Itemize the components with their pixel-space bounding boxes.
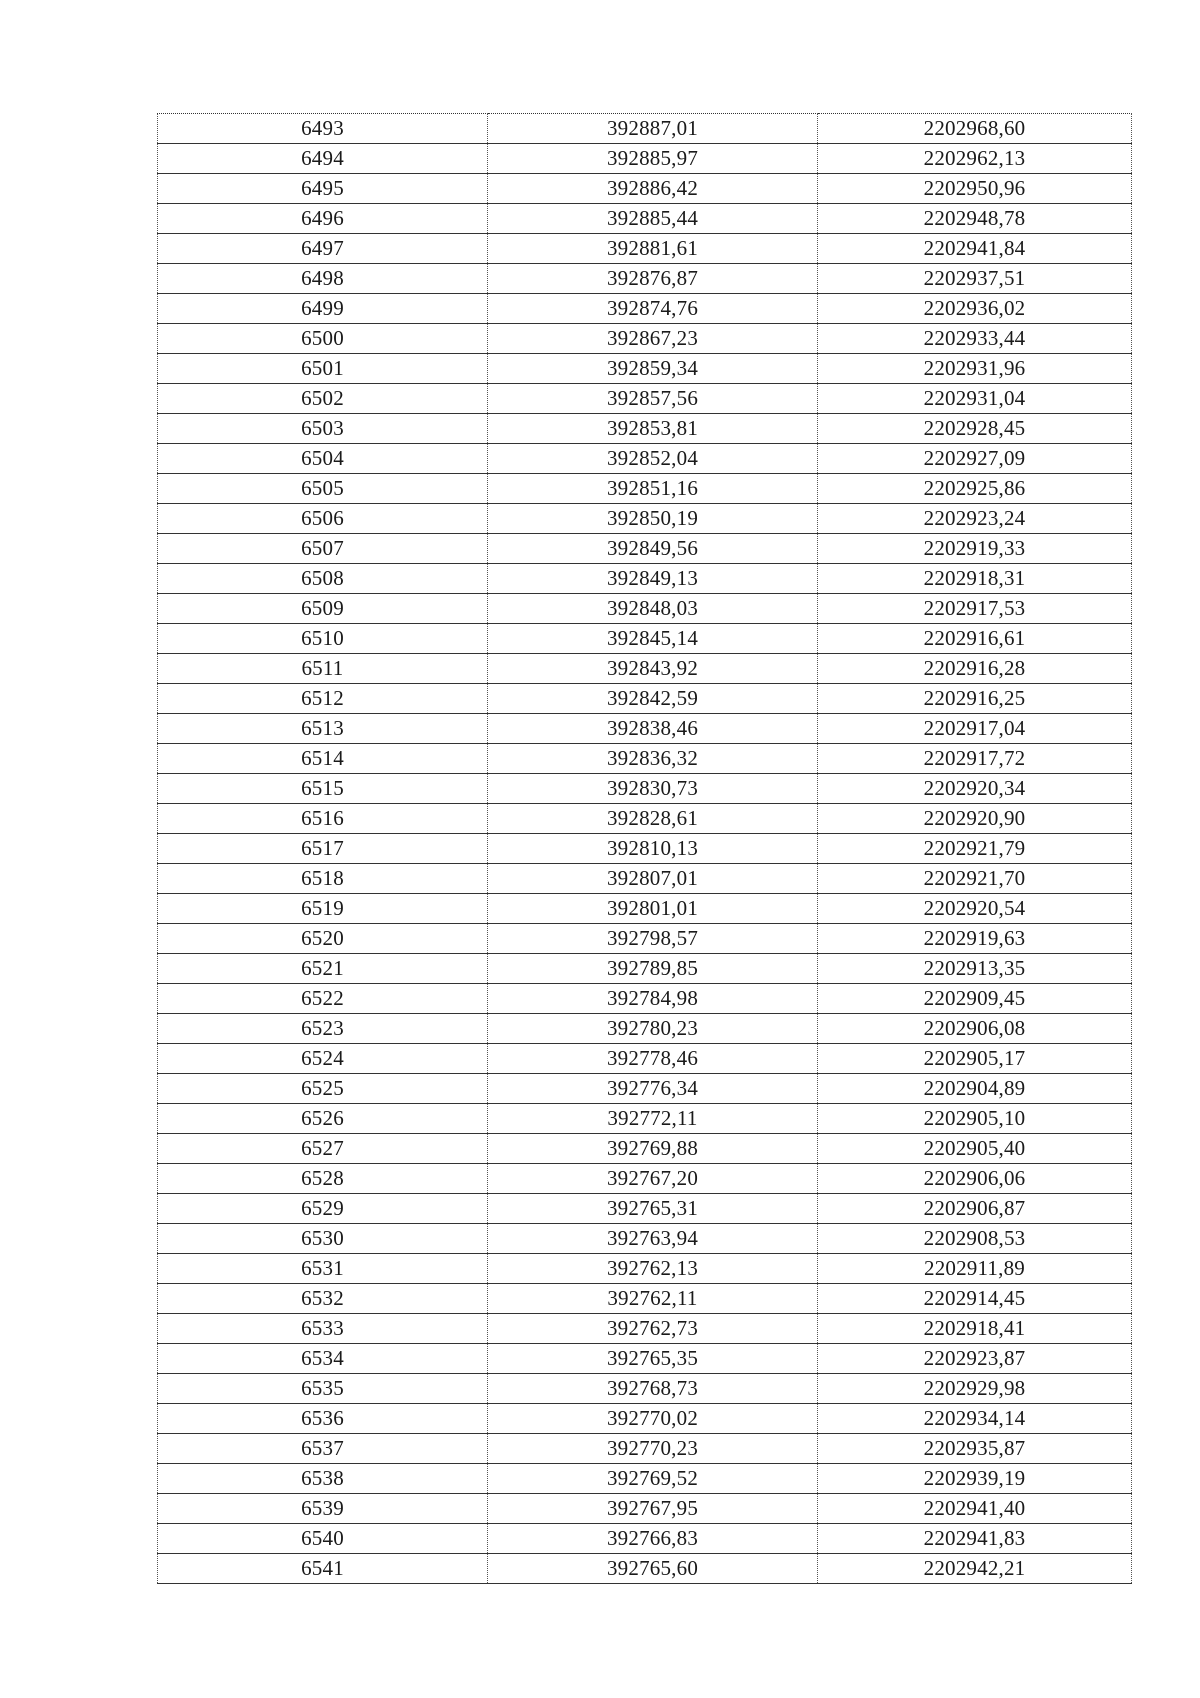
y-coordinate-cell: 2202917,53 [818, 594, 1132, 624]
x-coordinate-cell: 392828,61 [488, 804, 818, 834]
y-coordinate-cell: 2202919,63 [818, 924, 1132, 954]
table-row [158, 624, 1132, 654]
x-coordinate-cell: 392857,56 [488, 384, 818, 414]
table-row [158, 1434, 1132, 1464]
x-coordinate-cell: 392849,13 [488, 564, 818, 594]
point-number-cell: 6531 [158, 1254, 488, 1284]
table-row [158, 414, 1132, 444]
x-coordinate-cell: 392780,23 [488, 1014, 818, 1044]
table-row [158, 1554, 1132, 1584]
point-number-cell: 6496 [158, 204, 488, 234]
table-row [158, 1344, 1132, 1374]
table-row [158, 744, 1132, 774]
y-coordinate-cell: 2202919,33 [818, 534, 1132, 564]
x-coordinate-cell: 392798,57 [488, 924, 818, 954]
table-row [158, 954, 1132, 984]
x-coordinate-cell: 392885,44 [488, 204, 818, 234]
x-coordinate-cell: 392762,11 [488, 1284, 818, 1314]
x-coordinate-cell: 392763,94 [488, 1224, 818, 1254]
table-row [158, 1254, 1132, 1284]
point-number-cell: 6541 [158, 1554, 488, 1584]
table-row [158, 654, 1132, 684]
point-number-cell: 6520 [158, 924, 488, 954]
table-row [158, 834, 1132, 864]
x-coordinate-cell: 392887,01 [488, 114, 818, 144]
x-coordinate-cell: 392851,16 [488, 474, 818, 504]
y-coordinate-cell: 2202925,86 [818, 474, 1132, 504]
point-number-cell: 6540 [158, 1524, 488, 1554]
x-coordinate-cell: 392784,98 [488, 984, 818, 1014]
point-number-cell: 6498 [158, 264, 488, 294]
point-number-cell: 6536 [158, 1404, 488, 1434]
x-coordinate-cell: 392778,46 [488, 1044, 818, 1074]
y-coordinate-cell: 2202937,51 [818, 264, 1132, 294]
y-coordinate-cell: 2202908,53 [818, 1224, 1132, 1254]
point-number-cell: 6521 [158, 954, 488, 984]
x-coordinate-cell: 392766,83 [488, 1524, 818, 1554]
y-coordinate-cell: 2202920,34 [818, 774, 1132, 804]
x-coordinate-cell: 392769,52 [488, 1464, 818, 1494]
x-coordinate-cell: 392769,88 [488, 1134, 818, 1164]
x-coordinate-cell: 392770,02 [488, 1404, 818, 1434]
x-coordinate-cell: 392867,23 [488, 324, 818, 354]
x-coordinate-cell: 392765,31 [488, 1194, 818, 1224]
point-number-cell: 6493 [158, 114, 488, 144]
y-coordinate-cell: 2202929,98 [818, 1374, 1132, 1404]
y-coordinate-cell: 2202927,09 [818, 444, 1132, 474]
x-coordinate-cell: 392885,97 [488, 144, 818, 174]
point-number-cell: 6513 [158, 714, 488, 744]
point-number-cell: 6494 [158, 144, 488, 174]
table-row [158, 984, 1132, 1014]
x-coordinate-cell: 392881,61 [488, 234, 818, 264]
y-coordinate-cell: 2202906,87 [818, 1194, 1132, 1224]
table-row [158, 234, 1132, 264]
x-coordinate-cell: 392767,20 [488, 1164, 818, 1194]
y-coordinate-cell: 2202950,96 [818, 174, 1132, 204]
x-coordinate-cell: 392874,76 [488, 294, 818, 324]
point-number-cell: 6512 [158, 684, 488, 714]
x-coordinate-cell: 392772,11 [488, 1104, 818, 1134]
y-coordinate-cell: 2202914,45 [818, 1284, 1132, 1314]
table-row [158, 1284, 1132, 1314]
table-row [158, 894, 1132, 924]
y-coordinate-cell: 2202921,70 [818, 864, 1132, 894]
table-row [158, 594, 1132, 624]
point-number-cell: 6502 [158, 384, 488, 414]
point-number-cell: 6504 [158, 444, 488, 474]
table-row [158, 504, 1132, 534]
y-coordinate-cell: 2202906,06 [818, 1164, 1132, 1194]
y-coordinate-cell: 2202909,45 [818, 984, 1132, 1014]
y-coordinate-cell: 2202916,28 [818, 654, 1132, 684]
y-coordinate-cell: 2202917,04 [818, 714, 1132, 744]
point-number-cell: 6511 [158, 654, 488, 684]
y-coordinate-cell: 2202904,89 [818, 1074, 1132, 1104]
table-row [158, 264, 1132, 294]
y-coordinate-cell: 2202948,78 [818, 204, 1132, 234]
point-number-cell: 6532 [158, 1284, 488, 1314]
x-coordinate-cell: 392789,85 [488, 954, 818, 984]
table-row [158, 1524, 1132, 1554]
table-row [158, 144, 1132, 174]
y-coordinate-cell: 2202928,45 [818, 414, 1132, 444]
y-coordinate-cell: 2202917,72 [818, 744, 1132, 774]
y-coordinate-cell: 2202935,87 [818, 1434, 1132, 1464]
x-coordinate-cell: 392765,60 [488, 1554, 818, 1584]
point-number-cell: 6516 [158, 804, 488, 834]
point-number-cell: 6517 [158, 834, 488, 864]
x-coordinate-cell: 392776,34 [488, 1074, 818, 1104]
y-coordinate-cell: 2202905,17 [818, 1044, 1132, 1074]
point-number-cell: 6533 [158, 1314, 488, 1344]
y-coordinate-cell: 2202939,19 [818, 1464, 1132, 1494]
table-row [158, 684, 1132, 714]
y-coordinate-cell: 2202936,02 [818, 294, 1132, 324]
y-coordinate-cell: 2202968,60 [818, 114, 1132, 144]
y-coordinate-cell: 2202933,44 [818, 324, 1132, 354]
y-coordinate-cell: 2202921,79 [818, 834, 1132, 864]
point-number-cell: 6534 [158, 1344, 488, 1374]
x-coordinate-cell: 392762,73 [488, 1314, 818, 1344]
table-row [158, 864, 1132, 894]
table-row [158, 1164, 1132, 1194]
point-number-cell: 6527 [158, 1134, 488, 1164]
y-coordinate-cell: 2202941,83 [818, 1524, 1132, 1554]
point-number-cell: 6522 [158, 984, 488, 1014]
point-number-cell: 6507 [158, 534, 488, 564]
table-row [158, 534, 1132, 564]
x-coordinate-cell: 392849,56 [488, 534, 818, 564]
point-number-cell: 6535 [158, 1374, 488, 1404]
table-row [158, 1374, 1132, 1404]
x-coordinate-cell: 392762,13 [488, 1254, 818, 1284]
table-row [158, 1014, 1132, 1044]
point-number-cell: 6499 [158, 294, 488, 324]
x-coordinate-cell: 392859,34 [488, 354, 818, 384]
x-coordinate-cell: 392852,04 [488, 444, 818, 474]
y-coordinate-cell: 2202931,96 [818, 354, 1132, 384]
y-coordinate-cell: 2202942,21 [818, 1554, 1132, 1584]
point-number-cell: 6528 [158, 1164, 488, 1194]
point-number-cell: 6530 [158, 1224, 488, 1254]
point-number-cell: 6515 [158, 774, 488, 804]
y-coordinate-cell: 2202920,54 [818, 894, 1132, 924]
table-row [158, 444, 1132, 474]
table-row [158, 114, 1132, 144]
table-row [158, 1194, 1132, 1224]
table-row [158, 474, 1132, 504]
point-number-cell: 6519 [158, 894, 488, 924]
table-row [158, 804, 1132, 834]
coordinates-table [157, 113, 1132, 1584]
x-coordinate-cell: 392876,87 [488, 264, 818, 294]
table-row [158, 174, 1132, 204]
x-coordinate-cell: 392807,01 [488, 864, 818, 894]
y-coordinate-cell: 2202905,10 [818, 1104, 1132, 1134]
point-number-cell: 6526 [158, 1104, 488, 1134]
x-coordinate-cell: 392886,42 [488, 174, 818, 204]
x-coordinate-cell: 392850,19 [488, 504, 818, 534]
table-row [158, 714, 1132, 744]
y-coordinate-cell: 2202923,87 [818, 1344, 1132, 1374]
x-coordinate-cell: 392848,03 [488, 594, 818, 624]
table-row [158, 204, 1132, 234]
table-row [158, 1494, 1132, 1524]
point-number-cell: 6503 [158, 414, 488, 444]
point-number-cell: 6497 [158, 234, 488, 264]
y-coordinate-cell: 2202941,84 [818, 234, 1132, 264]
x-coordinate-cell: 392838,46 [488, 714, 818, 744]
y-coordinate-cell: 2202931,04 [818, 384, 1132, 414]
y-coordinate-cell: 2202962,13 [818, 144, 1132, 174]
table-row [158, 354, 1132, 384]
x-coordinate-cell: 392843,92 [488, 654, 818, 684]
x-coordinate-cell: 392845,14 [488, 624, 818, 654]
table-row [158, 924, 1132, 954]
x-coordinate-cell: 392801,01 [488, 894, 818, 924]
table-row [158, 1404, 1132, 1434]
point-number-cell: 6501 [158, 354, 488, 384]
table-row [158, 324, 1132, 354]
point-number-cell: 6538 [158, 1464, 488, 1494]
point-number-cell: 6537 [158, 1434, 488, 1464]
table-row [158, 774, 1132, 804]
point-number-cell: 6524 [158, 1044, 488, 1074]
point-number-cell: 6514 [158, 744, 488, 774]
y-coordinate-cell: 2202920,90 [818, 804, 1132, 834]
point-number-cell: 6518 [158, 864, 488, 894]
x-coordinate-cell: 392842,59 [488, 684, 818, 714]
y-coordinate-cell: 2202941,40 [818, 1494, 1132, 1524]
x-coordinate-cell: 392836,32 [488, 744, 818, 774]
y-coordinate-cell: 2202916,25 [818, 684, 1132, 714]
table-row [158, 1224, 1132, 1254]
point-number-cell: 6495 [158, 174, 488, 204]
table-row [158, 564, 1132, 594]
y-coordinate-cell: 2202934,14 [818, 1404, 1132, 1434]
point-number-cell: 6525 [158, 1074, 488, 1104]
table-row [158, 1044, 1132, 1074]
y-coordinate-cell: 2202916,61 [818, 624, 1132, 654]
coordinates-table-body [158, 114, 1132, 1584]
point-number-cell: 6506 [158, 504, 488, 534]
y-coordinate-cell: 2202911,89 [818, 1254, 1132, 1284]
table-row [158, 1314, 1132, 1344]
point-number-cell: 6510 [158, 624, 488, 654]
x-coordinate-cell: 392810,13 [488, 834, 818, 864]
point-number-cell: 6509 [158, 594, 488, 624]
y-coordinate-cell: 2202913,35 [818, 954, 1132, 984]
x-coordinate-cell: 392768,73 [488, 1374, 818, 1404]
x-coordinate-cell: 392767,95 [488, 1494, 818, 1524]
x-coordinate-cell: 392770,23 [488, 1434, 818, 1464]
y-coordinate-cell: 2202918,41 [818, 1314, 1132, 1344]
x-coordinate-cell: 392853,81 [488, 414, 818, 444]
table-row [158, 294, 1132, 324]
y-coordinate-cell: 2202906,08 [818, 1014, 1132, 1044]
table-row [158, 1134, 1132, 1164]
point-number-cell: 6500 [158, 324, 488, 354]
y-coordinate-cell: 2202905,40 [818, 1134, 1132, 1164]
point-number-cell: 6508 [158, 564, 488, 594]
table-row [158, 1104, 1132, 1134]
x-coordinate-cell: 392765,35 [488, 1344, 818, 1374]
point-number-cell: 6539 [158, 1494, 488, 1524]
table-row [158, 384, 1132, 414]
point-number-cell: 6505 [158, 474, 488, 504]
table-row [158, 1074, 1132, 1104]
table-row [158, 1464, 1132, 1494]
point-number-cell: 6523 [158, 1014, 488, 1044]
y-coordinate-cell: 2202923,24 [818, 504, 1132, 534]
point-number-cell: 6529 [158, 1194, 488, 1224]
y-coordinate-cell: 2202918,31 [818, 564, 1132, 594]
x-coordinate-cell: 392830,73 [488, 774, 818, 804]
